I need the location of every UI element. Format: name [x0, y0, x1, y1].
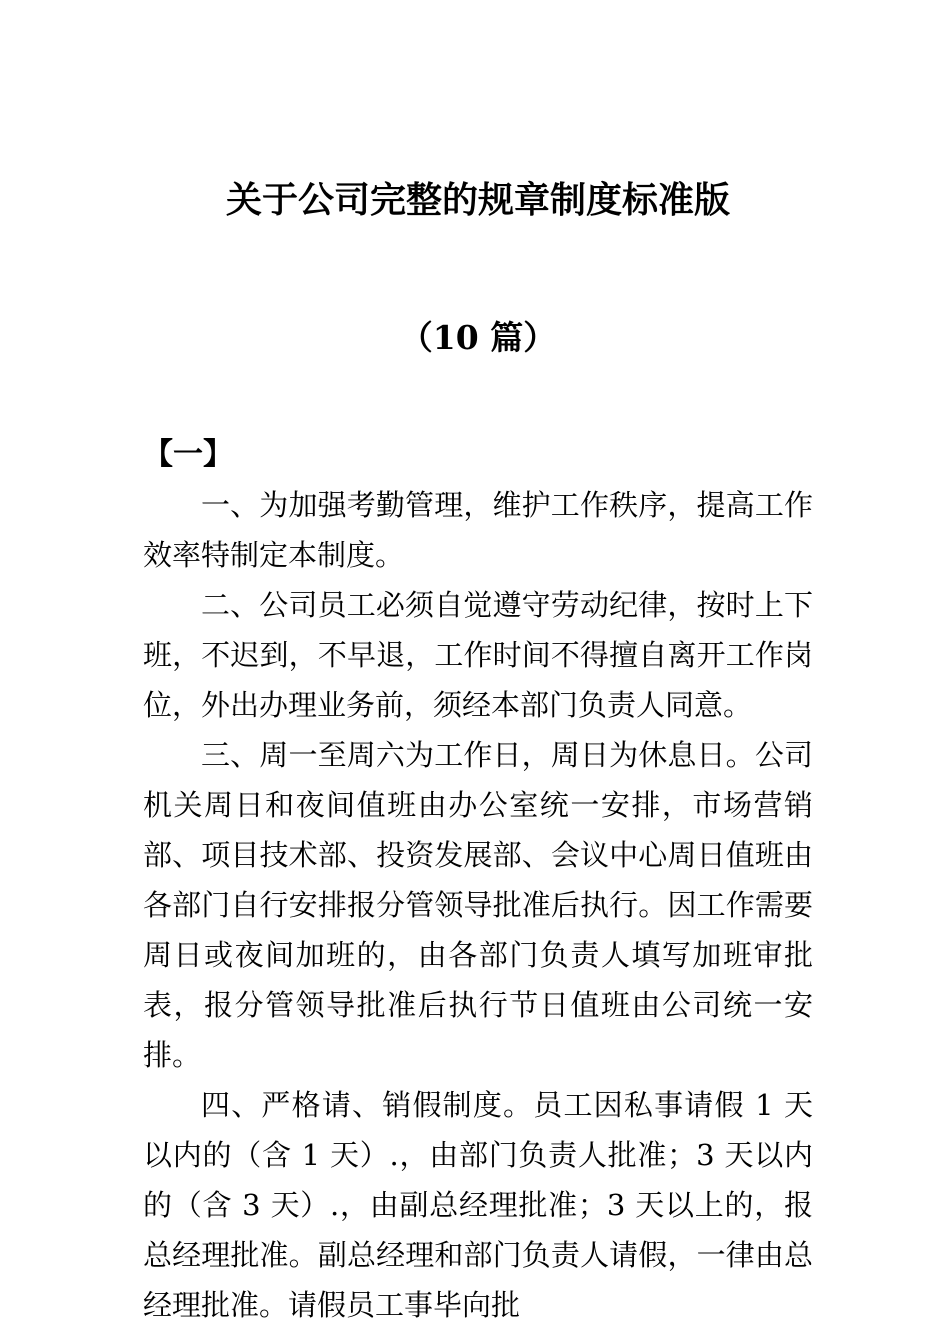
paragraph: 四、严格请、销假制度。员工因私事请假 1 天以内的（含 1 天）.，由部门负责人批准；3 天以内的（含 3 天）.，由副总经理批准；3 天以上的，报总经理批准。副总经理和部门负责人请假，一律由总经理批准。请假员工事毕向批 — [143, 1088, 813, 1322]
paragraph: 三、周一至周六为工作日，周日为休息日。公司机关周日和夜间值班由办公室统一安排，市场营销部、项目技术部、投资发展部、会议中心周日值班由各部门自行安排报分管领导批准后执行。因工作需要周日或夜间加班的，由各部门负责人填写加班审批表，报分管领导批准后执行节日值班由公司统一安排。 — [143, 738, 813, 1072]
document-body — [143, 430, 813, 1330]
document-subtitle: （10 篇） — [399, 318, 557, 358]
document-title: 关于公司完整的规章制度标准版 — [225, 179, 730, 222]
paragraph: 一、为加强考勤管理，维护工作秩序，提高工作效率特制定本制度。 — [143, 488, 813, 572]
section-heading: 【一】 — [143, 437, 233, 472]
paragraph: 二、公司员工必须自觉遵守劳动纪律，按时上下班，不迟到，不早退，工作时间不得擅自离开工作岗位，外出办理业务前，须经本部门负责人同意。 — [143, 588, 813, 722]
